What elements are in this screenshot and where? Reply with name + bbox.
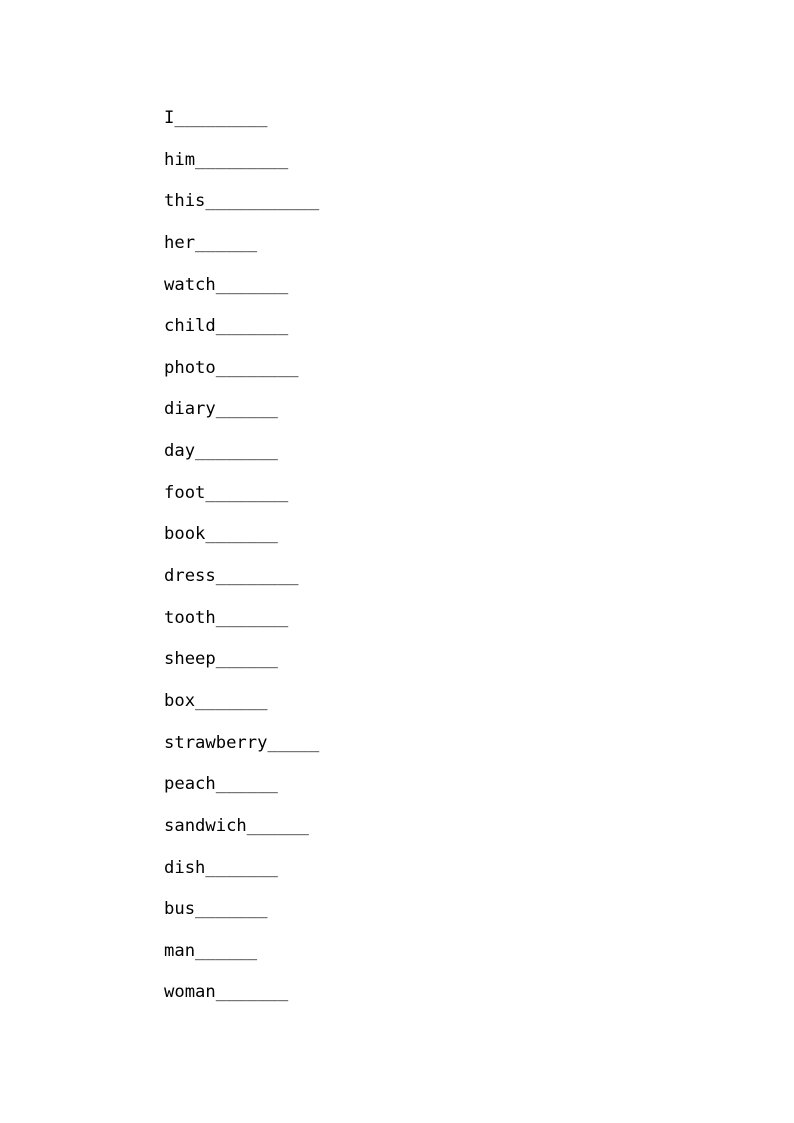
- word-item-man: man______: [164, 940, 258, 961]
- word-item-watch: watch_______: [164, 274, 289, 295]
- word-item-this: this___________: [164, 191, 320, 212]
- word-item-strawberry: strawberry_____: [164, 732, 320, 753]
- word-item-him: him_________: [164, 149, 289, 170]
- word-item-i: I_________: [164, 108, 268, 128]
- word-item-photo: photo________: [164, 357, 299, 378]
- word-item-child: child_______: [164, 316, 289, 337]
- word-item-peach: peach______: [164, 774, 278, 795]
- word-list: [164, 106, 319, 1022]
- word-item-sandwich: sandwich______: [164, 815, 309, 836]
- word-item-box: box_______: [164, 690, 268, 711]
- word-item-bus: bus_______: [164, 899, 268, 920]
- word-item-foot: foot________: [164, 482, 289, 503]
- word-item-dish: dish_______: [164, 857, 278, 878]
- word-item-diary: diary______: [164, 399, 278, 420]
- word-item-dress: dress________: [164, 566, 299, 587]
- word-item-book: book_______: [164, 524, 278, 545]
- word-item-woman: woman_______: [164, 982, 289, 1003]
- word-item-her: her______: [164, 232, 258, 253]
- word-item-tooth: tooth_______: [164, 607, 289, 628]
- word-item-sheep: sheep______: [164, 649, 278, 670]
- word-item-day: day________: [164, 441, 278, 462]
